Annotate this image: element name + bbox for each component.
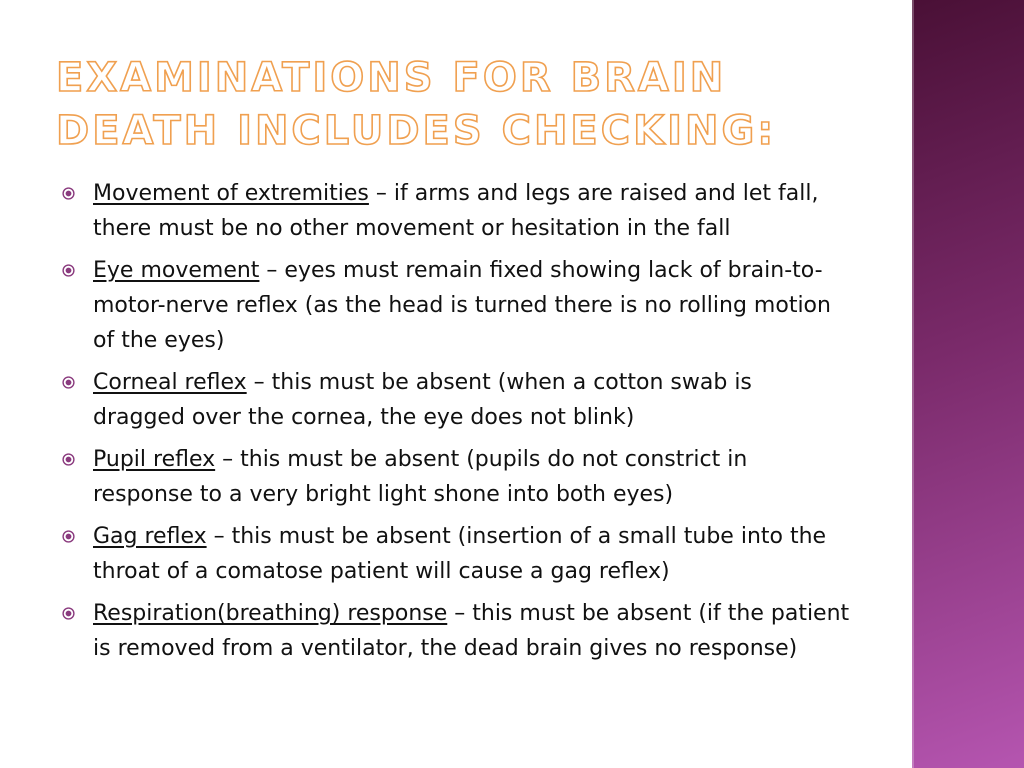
item-term: Eye movement bbox=[93, 258, 260, 283]
item-term: Pupil reflex bbox=[93, 447, 216, 472]
item-term: Gag reflex bbox=[93, 524, 207, 549]
circle-bullet-icon bbox=[62, 376, 75, 389]
circle-bullet-icon bbox=[62, 607, 75, 620]
item-term: Movement of extremities bbox=[93, 181, 369, 206]
item-term: Respiration(breathing) response bbox=[93, 601, 448, 626]
item-text: – this must be absent (insertion of a small tube into the throat of a comatose patient will cause a gag reflex) bbox=[93, 524, 827, 584]
list-item bbox=[60, 442, 850, 512]
list-item bbox=[60, 253, 850, 358]
circle-bullet-icon bbox=[62, 530, 75, 543]
item-text: – this must be absent (when a cotton swab is dragged over the cornea, the eye does not blink) bbox=[93, 370, 752, 430]
bullet-list bbox=[60, 176, 850, 673]
slide-title: EXAMINATIONS FOR BRAIN DEATH INCLUDES CHECKING: bbox=[56, 55, 777, 154]
list-item bbox=[60, 365, 850, 435]
item-text: – eyes must remain fixed showing lack of brain-to-motor-nerve reflex (as the head is turned there is no rolling motion of the eyes) bbox=[93, 258, 831, 353]
list-item bbox=[60, 596, 850, 666]
item-term: Corneal reflex bbox=[93, 370, 247, 395]
circle-bullet-icon bbox=[62, 187, 75, 200]
circle-bullet-icon bbox=[62, 453, 75, 466]
list-item bbox=[60, 176, 850, 246]
decorative-sidebar bbox=[912, 0, 1024, 768]
item-text: – this must be absent (pupils do not constrict in response to a very bright light shone into both eyes) bbox=[93, 447, 748, 507]
list-item bbox=[60, 519, 850, 589]
circle-bullet-icon bbox=[62, 264, 75, 277]
item-text: – this must be absent (if the patient is removed from a ventilator, the dead brain gives no response) bbox=[93, 601, 850, 661]
item-text: – if arms and legs are raised and let fall, there must be no other movement or hesitation in the fall bbox=[93, 181, 819, 241]
